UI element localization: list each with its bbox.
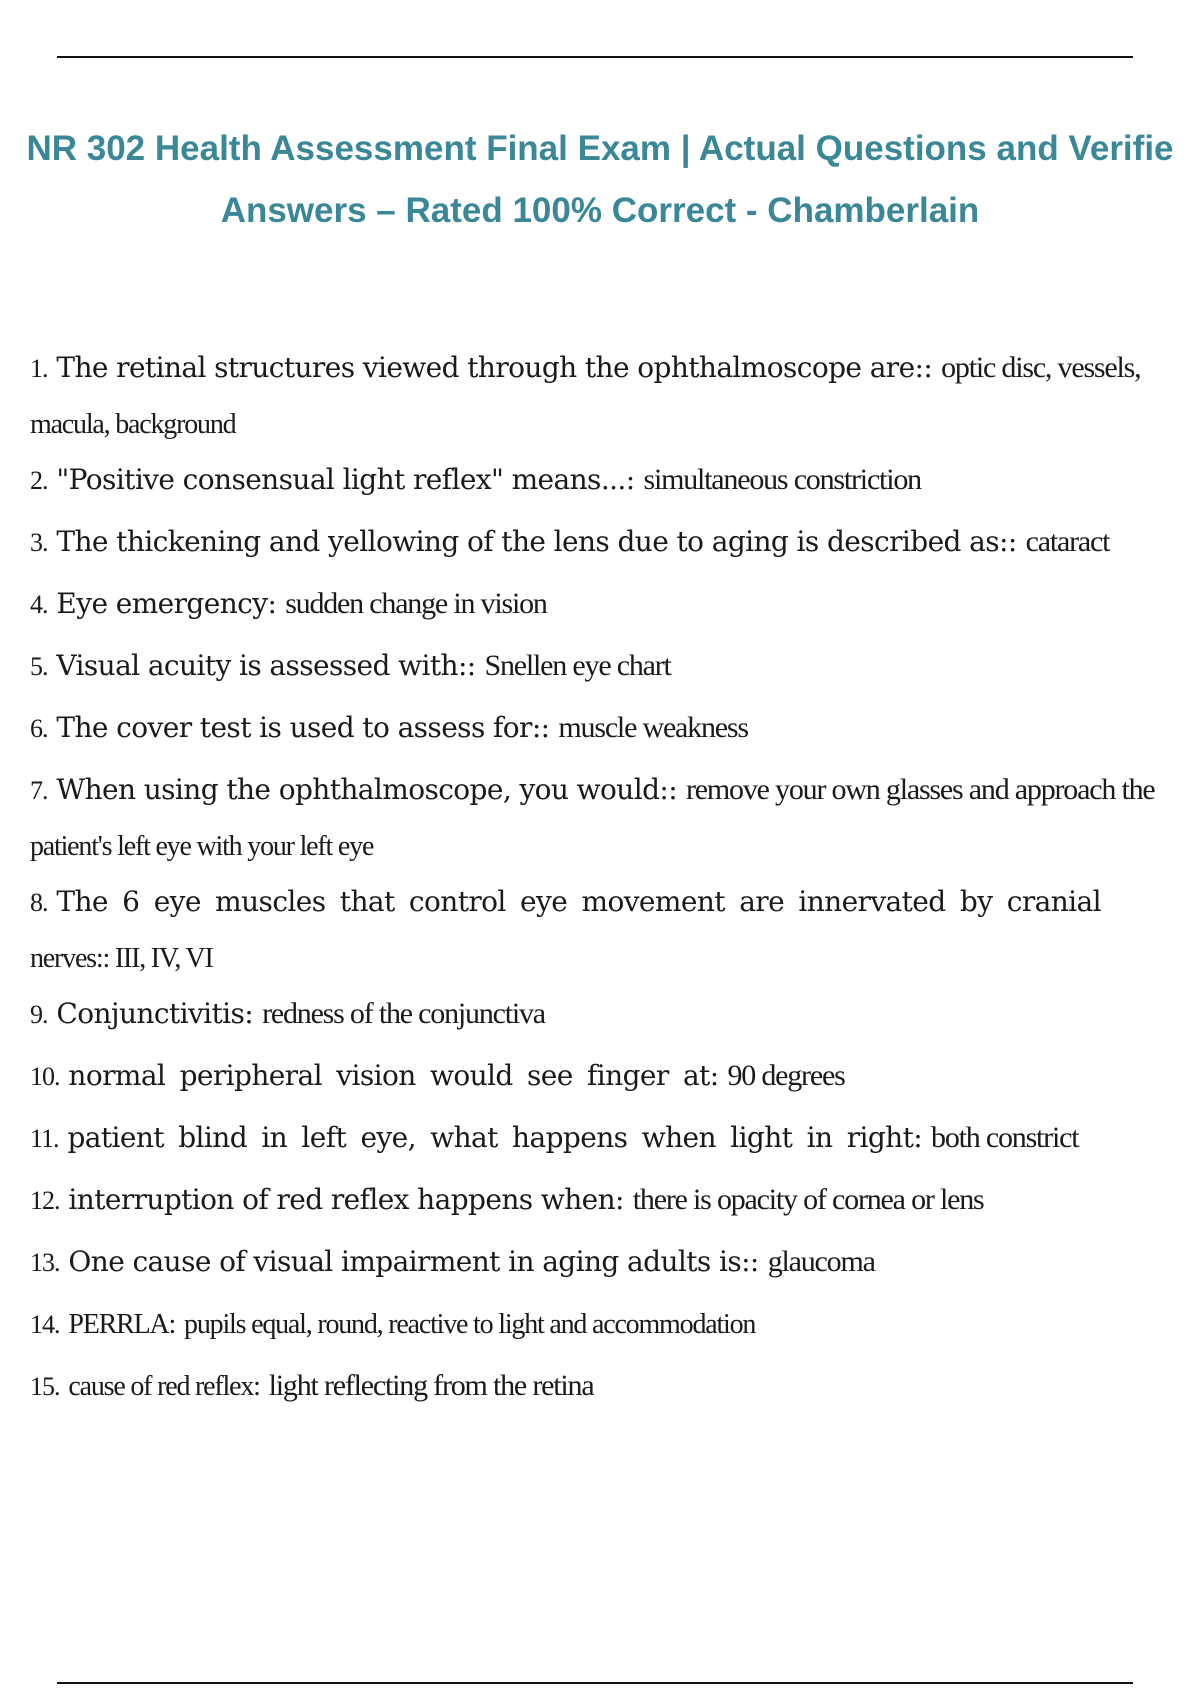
item-answer: both constrict (931, 1121, 1079, 1154)
item-question: When using the ophthalmoscope, you would:: (56, 773, 678, 806)
item-question: "Positive consensual light reflex" means...: (56, 463, 635, 496)
item-number: 4. (30, 590, 48, 619)
item-question: normal peripheral vision would see finger at: (68, 1059, 719, 1092)
item-question: Visual acuity is assessed with:: (56, 649, 476, 682)
qa-item-1 (30, 338, 1190, 399)
item-number: 6. (30, 714, 48, 743)
item-answer: simultaneous constriction (643, 463, 921, 496)
qa-item-4 (30, 574, 1190, 635)
item-question: patient blind in left eye, what happens when light in right: (67, 1121, 923, 1154)
qa-item-3 (30, 512, 1190, 573)
item-number: 8. (30, 888, 48, 917)
qa-item-8-continuation (30, 928, 1190, 989)
qa-item-9 (30, 984, 1190, 1045)
item-number: 13. (30, 1248, 60, 1277)
qa-item-2 (30, 450, 1190, 511)
qa-item-14 (30, 1294, 1190, 1355)
item-answer: remove your own glasses and approach the (685, 773, 1155, 806)
item-answer: cataract (1025, 525, 1110, 558)
qa-item-7 (30, 760, 1190, 821)
item-number: 5. (30, 652, 48, 681)
item-number: 7. (30, 776, 48, 805)
bottom-divider (57, 1682, 1133, 1684)
title-line-1: NR 302 Health Assessment Final Exam | Actual Questions and Verifie (26, 129, 1174, 168)
top-divider (57, 56, 1133, 58)
qa-item-8 (30, 872, 1190, 933)
item-answer: Snellen eye chart (484, 649, 671, 682)
item-answer: 90 degrees (727, 1059, 845, 1092)
item-number: 9. (30, 1000, 48, 1029)
item-answer: optic disc, vessels, (941, 351, 1141, 384)
item-question: Eye emergency: (56, 587, 277, 620)
item-question: The thickening and yellowing of the lens due to aging is described as:: (56, 525, 1017, 558)
title-line-2: Answers – Rated 100% Correct - Chamberlain (220, 191, 980, 230)
item-question: interruption of red reflex happens when: (68, 1183, 624, 1216)
qa-item-10 (30, 1046, 1190, 1107)
item-number: 11. (30, 1124, 59, 1153)
item-answer-continuation: macula, background (30, 409, 236, 440)
item-number: 15. (30, 1372, 60, 1401)
item-question: The 6 eye muscles that control eye movement are innervated by cranial (56, 885, 1101, 918)
item-answer: pupils equal, round, reactive to light and accommodation (184, 1309, 756, 1340)
item-answer-continuation: patient's left eye with your left eye (30, 831, 374, 862)
item-number: 10. (30, 1062, 60, 1091)
item-question: cause of red reflex: (68, 1371, 260, 1402)
item-question: Conjunctivitis: (56, 997, 254, 1030)
item-answer: glaucoma (767, 1245, 875, 1278)
item-number: 12. (30, 1186, 60, 1215)
item-answer-continuation: nerves:: III, IV, VI (30, 943, 213, 974)
qa-item-7-continuation (30, 816, 1190, 877)
item-answer: there is opacity of cornea or lens (632, 1183, 984, 1216)
qa-item-6 (30, 698, 1190, 759)
item-number: 3. (30, 528, 48, 557)
qa-item-12 (30, 1170, 1190, 1231)
item-question: The retinal structures viewed through the ophthalmoscope are:: (56, 351, 933, 384)
item-answer: sudden change in vision (285, 587, 547, 620)
qa-item-1-continuation (30, 394, 1190, 455)
item-number: 1. (30, 354, 48, 383)
document-title (0, 118, 1200, 242)
item-number: 14. (30, 1310, 60, 1339)
item-answer: muscle weakness (558, 711, 748, 744)
item-answer: light reflecting from the retina (268, 1369, 594, 1402)
qa-item-11 (30, 1108, 1190, 1169)
qa-item-15 (30, 1356, 1190, 1417)
item-answer: redness of the conjunctiva (262, 997, 545, 1030)
item-question: PERRLA: (68, 1309, 176, 1340)
qa-item-5 (30, 636, 1190, 697)
item-question: One cause of visual impairment in aging adults is:: (68, 1245, 759, 1278)
qa-item-13 (30, 1232, 1190, 1293)
item-question: The cover test is used to assess for:: (56, 711, 550, 744)
item-number: 2. (30, 466, 48, 495)
